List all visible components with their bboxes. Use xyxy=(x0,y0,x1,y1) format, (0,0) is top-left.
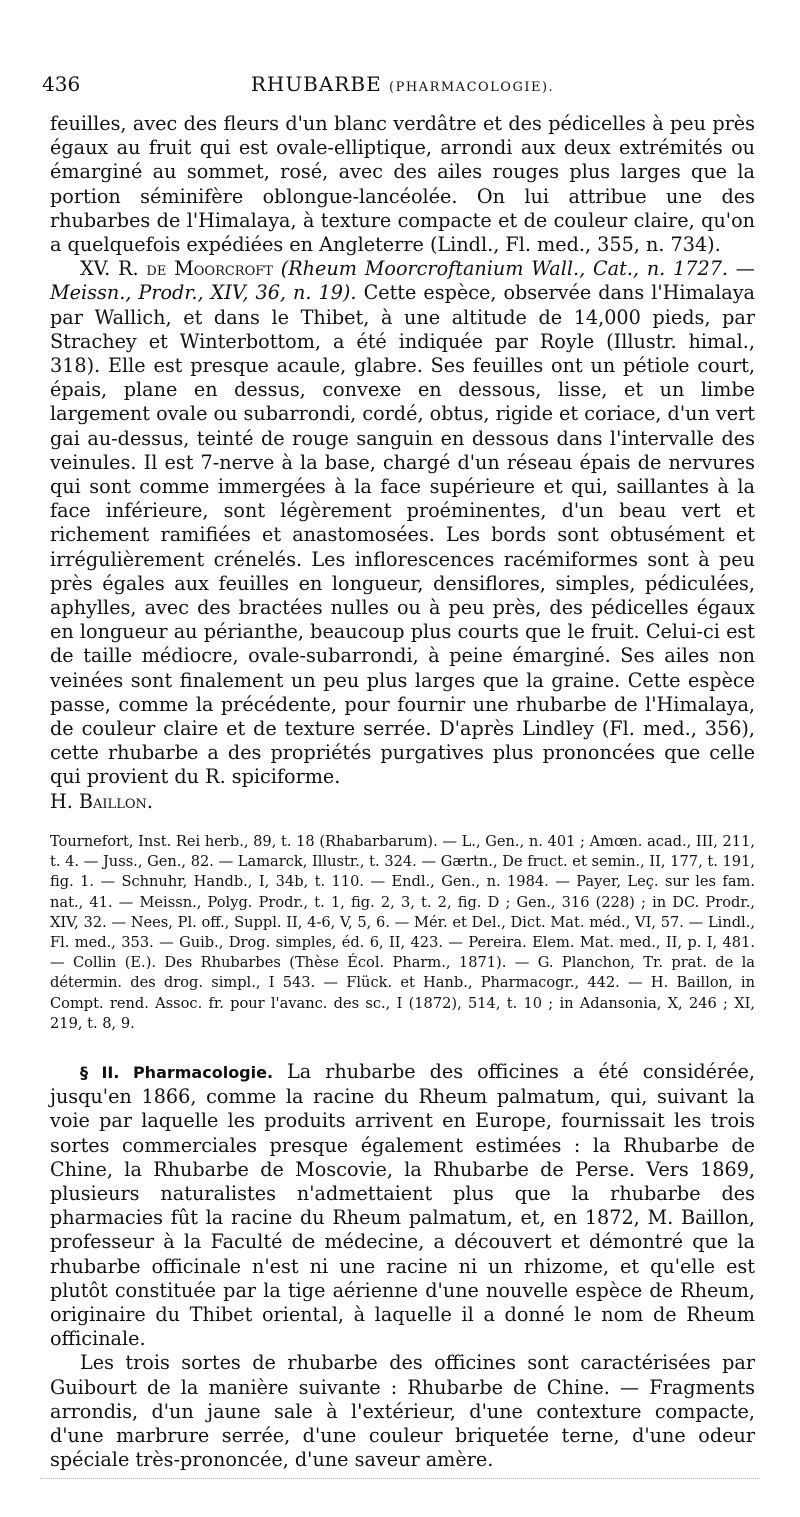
running-title-sub: (PHARMACOLOGIE). xyxy=(389,80,555,95)
footer-rule xyxy=(40,1478,760,1479)
section-two-para2: Les trois sortes de rhubarbe des officines sont caractérisées par Guibourt de la manière suivante : Rhubarbe de Chine. — Fragments arrondis, d'un jaune sale à l'extérieur, d'une contexture compacte, d'une marbrure serrée, d'une couleur briquetée terne, d'une odeur spéciale très-prononcée, d'une saveur amère. xyxy=(50,1351,755,1472)
paragraph-moorcroft xyxy=(50,257,755,789)
bibliography-notes: Tournefort, Inst. Rei herb., 89, t. 18 (Rhabarbarum). — L., Gen., n. 401 ; Amœn. acad., III, 211, t. 4. — Juss., Gen., 82. — Lamarck, Illustr., t. 324. — Gærtn., De fruct. et semin., II, 177, t. 191, fig. 1. — Schnuhr, Handb., I, 34b, t. 110. — Endl., Gen., n. 1984. — Payer, Leç. sur les fam. nat., 41. — Meissn., Polyg. Prodr., t. 1, fig. 2, 3, t. 2, fig. D ; Gen., 316 (228) ; in DC. Prodr., XIV, 32. — Nees, Pl. off., Suppl. II, 4-6, V, 5, 6. — Mér. et Del., Dict. Mat. méd., VI, 57. — Lindl., Fl. med., 353. — Guib., Drog. simples, éd. 6, II, 423. — Pereira. Elem. Mat. med., II, p. I, 481. — Collin (E.). Des Rhubarbes (Thèse Écol. Pharm., 1871). — G. Planchon, Tr. prat. de la détermin. des drog. simpl., I 543. — Flück. et Hanb., Pharmacogr., 442. — H. Baillon, in Compt. rend. Assoc. fr. pour l'avanc. des sc., I (1872), 514, t. 10 ; in Adansonia, X, 246 ; XI, 219, t. 8, 9. xyxy=(50,832,755,1032)
running-header xyxy=(42,72,755,112)
section-heading: § II. Pharmacologie. xyxy=(80,1062,274,1082)
author-signature: H. Baillon. xyxy=(50,789,153,813)
species-latin-citation: (Rheum Moorcroftanium Wall., Cat., n. 1727. — Meissn., Prodr., XIV, 36, n. 19). xyxy=(50,257,755,305)
running-title-main: RHUBARBE xyxy=(250,72,382,96)
species-description: Cette espèce, observée dans l'Himalaya par Wallich, et dans le Thibet, à une altitude de 14,000 pieds, par Strachey et Winterbottom, a été indiquée par Royle (Illustr. himal., 318). Elle est presque acaule, glabre. Ses feuilles ont un pétiole court, épais, plane en dessus, convexe en dessous, lisse, et un limbe largement ovale ou subarrondi, cordé, obtus, rigide et coriace, d'un vert gai au-dessus, teinté de rouge sanguin en dessous dans l'intervalle des veinules. Il est 7-nerve à la base, chargé d'un réseau épais de nervures qui sont comme immergées à la face supérieure et qui, saillantes à la face inférieure, sont légèrement proéminentes, d'un beau vert et richement ramifiées et anastomosées. Les bords sont obtusément et irrégulièrement crénelés. Les inflorescences racémiformes sont à peu près égales aux feuilles en longueur, densiflores, simples, pédiculées, aphylles, avec des bractées nulles ou à peu près, des pédicelles égaux en longueur au périanthe, beaucoup plus courts que le fruit. Celui-ci est de taille médiocre, ovale-subarrondi, à peine émarginé. Ses ailes non veinées sont finalement un peu plus larges que la graine. Cette espèce passe, comme la précédente, pour fournir une rhubarbe de l'Himalaya, de couleur claire et de texture serrée. D'après Lindley (Fl. med., 356), cette rhubarbe a des propriétés purgatives plus prononcées que celle qui provient du R. spiciforme. xyxy=(50,281,756,789)
section-two xyxy=(50,1060,755,1472)
book-page xyxy=(42,72,756,1472)
page-number: 436 xyxy=(42,72,81,96)
paragraph-continuation: feuilles, avec des fleurs d'un blanc verdâtre et des pédicelles à peu près égaux au fruit qui est ovale-elliptique, arrondi aux deux extrémités ou émarginé au sommet, rosé, avec des ailes rouges plus larges que la portion séminifère oblongue-lancéolée. On lui attribue une des rhubarbes de l'Himalaya, à texture compacte et de couleur claire, qu'on a quelquefois expédiées en Angleterre (Lindl., Fl. med., 355, n. 734). xyxy=(50,112,755,257)
running-title xyxy=(50,72,755,96)
species-heading: XV. R. de Moorcroft xyxy=(80,257,273,281)
section-two-para1: La rhubarbe des officines a été considérée, jusqu'en 1866, comme la racine du Rheum palmatum, qui, suivant la voie par laquelle les produits arrivent en Europe, fournissait les trois sortes commerciales presque également estimées : la Rhubarbe de Chine, la Rhubarbe de Moscovie, la Rhubarbe de Perse. Vers 1869, plusieurs naturalistes n'admettaient plus que la rhubarbe des pharmacies fût la racine du Rheum palmatum, et, en 1872, M. Baillon, professeur à la Faculté de médecine, a découvert et démontré que la rhubarbe officinale n'est ni une racine ni un rhizome, et qu'elle est plutôt constituée par la tige aérienne d'une nouvelle espèce de Rheum, originaire du Thibet oriental, à laquelle il a donné le nom de Rheum officinale. xyxy=(50,1059,756,1351)
section-one xyxy=(50,112,755,814)
section-two-intro xyxy=(50,1060,755,1351)
